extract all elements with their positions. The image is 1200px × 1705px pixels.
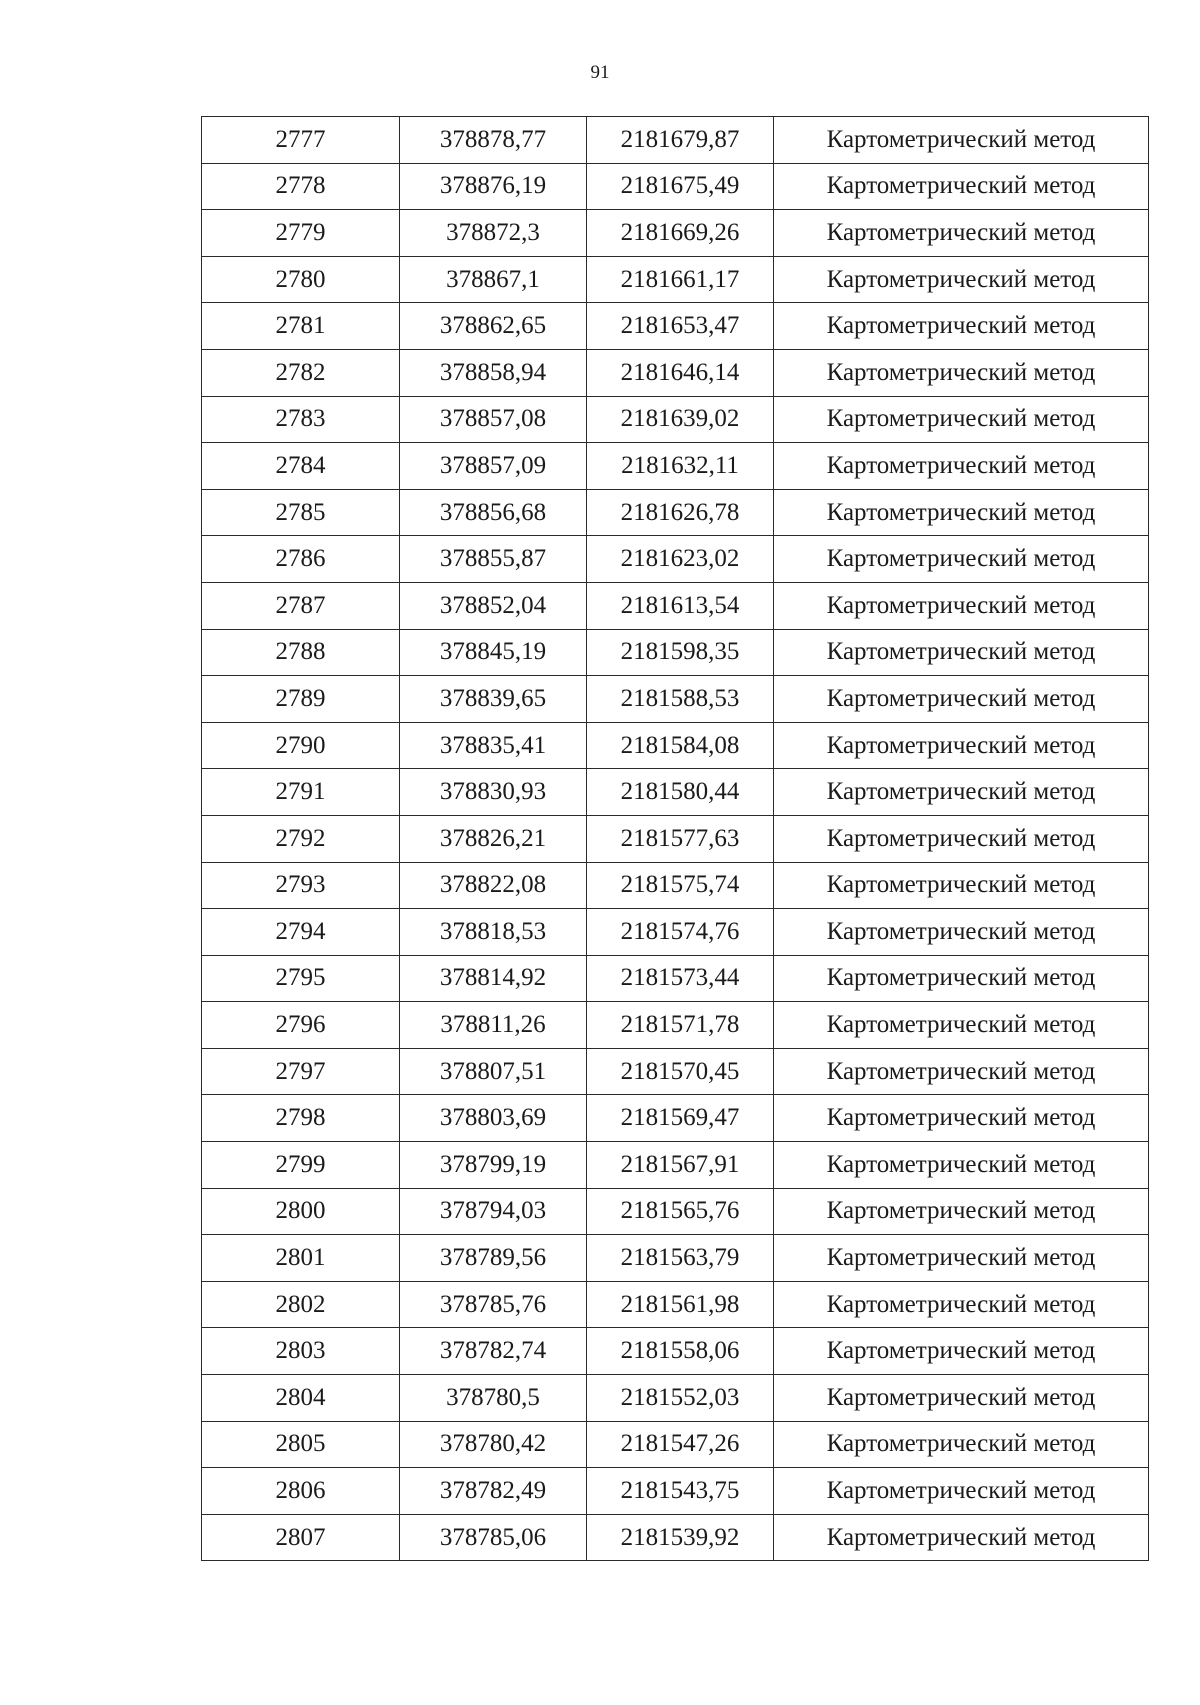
y-coordinate-cell: 2181584,08 — [587, 722, 774, 769]
table-row — [202, 163, 1149, 210]
table-row — [202, 396, 1149, 443]
y-coordinate-cell: 2181547,26 — [587, 1421, 774, 1468]
y-coordinate-cell: 2181561,98 — [587, 1281, 774, 1328]
x-coordinate-cell: 378862,65 — [400, 303, 587, 350]
x-coordinate-cell: 378780,42 — [400, 1421, 587, 1468]
y-coordinate-cell: 2181632,11 — [587, 443, 774, 490]
y-coordinate-cell: 2181580,44 — [587, 769, 774, 816]
y-coordinate-cell: 2181598,35 — [587, 629, 774, 676]
table-row — [202, 676, 1149, 723]
point-number-cell: 2779 — [202, 210, 400, 257]
point-number-cell: 2789 — [202, 676, 400, 723]
coordinates-table — [201, 116, 1149, 1561]
method-cell: Картометрический метод — [774, 443, 1149, 490]
table-row — [202, 117, 1149, 164]
x-coordinate-cell: 378826,21 — [400, 815, 587, 862]
point-number-cell: 2788 — [202, 629, 400, 676]
point-number-cell: 2790 — [202, 722, 400, 769]
y-coordinate-cell: 2181539,92 — [587, 1514, 774, 1561]
table-row — [202, 909, 1149, 956]
method-cell: Картометрический метод — [774, 582, 1149, 629]
point-number-cell: 2800 — [202, 1188, 400, 1235]
point-number-cell: 2780 — [202, 256, 400, 303]
method-cell: Картометрический метод — [774, 629, 1149, 676]
method-cell: Картометрический метод — [774, 489, 1149, 536]
x-coordinate-cell: 378822,08 — [400, 862, 587, 909]
y-coordinate-cell: 2181669,26 — [587, 210, 774, 257]
x-coordinate-cell: 378855,87 — [400, 536, 587, 583]
method-cell: Картометрический метод — [774, 210, 1149, 257]
table-row — [202, 1375, 1149, 1422]
point-number-cell: 2803 — [202, 1328, 400, 1375]
method-cell: Картометрический метод — [774, 1281, 1149, 1328]
x-coordinate-cell: 378878,77 — [400, 117, 587, 164]
method-cell: Картометрический метод — [774, 815, 1149, 862]
method-cell: Картометрический метод — [774, 769, 1149, 816]
point-number-cell: 2796 — [202, 1002, 400, 1049]
point-number-cell: 2797 — [202, 1048, 400, 1095]
table-row — [202, 1514, 1149, 1561]
method-cell: Картометрический метод — [774, 1002, 1149, 1049]
method-cell: Картометрический метод — [774, 1421, 1149, 1468]
point-number-cell: 2807 — [202, 1514, 400, 1561]
x-coordinate-cell: 378872,3 — [400, 210, 587, 257]
point-number-cell: 2804 — [202, 1375, 400, 1422]
table-row — [202, 303, 1149, 350]
table-row — [202, 1468, 1149, 1515]
y-coordinate-cell: 2181563,79 — [587, 1235, 774, 1282]
y-coordinate-cell: 2181565,76 — [587, 1188, 774, 1235]
method-cell: Картометрический метод — [774, 1142, 1149, 1189]
point-number-cell: 2799 — [202, 1142, 400, 1189]
point-number-cell: 2778 — [202, 163, 400, 210]
y-coordinate-cell: 2181623,02 — [587, 536, 774, 583]
x-coordinate-cell: 378876,19 — [400, 163, 587, 210]
method-cell: Картометрический метод — [774, 955, 1149, 1002]
table-row — [202, 815, 1149, 862]
method-cell: Картометрический метод — [774, 1188, 1149, 1235]
y-coordinate-cell: 2181573,44 — [587, 955, 774, 1002]
point-number-cell: 2793 — [202, 862, 400, 909]
table-row — [202, 1281, 1149, 1328]
method-cell: Картометрический метод — [774, 1235, 1149, 1282]
point-number-cell: 2787 — [202, 582, 400, 629]
coordinates-table-body — [202, 117, 1149, 1561]
table-row — [202, 1188, 1149, 1235]
x-coordinate-cell: 378807,51 — [400, 1048, 587, 1095]
table-row — [202, 769, 1149, 816]
x-coordinate-cell: 378852,04 — [400, 582, 587, 629]
x-coordinate-cell: 378782,74 — [400, 1328, 587, 1375]
table-row — [202, 1421, 1149, 1468]
x-coordinate-cell: 378811,26 — [400, 1002, 587, 1049]
y-coordinate-cell: 2181567,91 — [587, 1142, 774, 1189]
point-number-cell: 2794 — [202, 909, 400, 956]
y-coordinate-cell: 2181653,47 — [587, 303, 774, 350]
x-coordinate-cell: 378818,53 — [400, 909, 587, 956]
table-row — [202, 629, 1149, 676]
table-row — [202, 582, 1149, 629]
y-coordinate-cell: 2181577,63 — [587, 815, 774, 862]
method-cell: Картометрический метод — [774, 256, 1149, 303]
point-number-cell: 2786 — [202, 536, 400, 583]
y-coordinate-cell: 2181613,54 — [587, 582, 774, 629]
method-cell: Картометрический метод — [774, 163, 1149, 210]
x-coordinate-cell: 378785,06 — [400, 1514, 587, 1561]
table-row — [202, 862, 1149, 909]
y-coordinate-cell: 2181661,17 — [587, 256, 774, 303]
table-row — [202, 1328, 1149, 1375]
y-coordinate-cell: 2181569,47 — [587, 1095, 774, 1142]
point-number-cell: 2782 — [202, 349, 400, 396]
table-row — [202, 955, 1149, 1002]
method-cell: Картометрический метод — [774, 676, 1149, 723]
table-row — [202, 1235, 1149, 1282]
y-coordinate-cell: 2181558,06 — [587, 1328, 774, 1375]
y-coordinate-cell: 2181570,45 — [587, 1048, 774, 1095]
x-coordinate-cell: 378830,93 — [400, 769, 587, 816]
method-cell: Картометрический метод — [774, 1514, 1149, 1561]
method-cell: Картометрический метод — [774, 1375, 1149, 1422]
y-coordinate-cell: 2181574,76 — [587, 909, 774, 956]
x-coordinate-cell: 378839,65 — [400, 676, 587, 723]
method-cell: Картометрический метод — [774, 862, 1149, 909]
method-cell: Картометрический метод — [774, 1048, 1149, 1095]
x-coordinate-cell: 378857,08 — [400, 396, 587, 443]
point-number-cell: 2785 — [202, 489, 400, 536]
point-number-cell: 2798 — [202, 1095, 400, 1142]
page-number: 91 — [590, 62, 610, 83]
table-row — [202, 349, 1149, 396]
method-cell: Картометрический метод — [774, 722, 1149, 769]
x-coordinate-cell: 378789,56 — [400, 1235, 587, 1282]
table-row — [202, 256, 1149, 303]
y-coordinate-cell: 2181588,53 — [587, 676, 774, 723]
table-row — [202, 443, 1149, 490]
x-coordinate-cell: 378857,09 — [400, 443, 587, 490]
method-cell: Картометрический метод — [774, 396, 1149, 443]
table-row — [202, 1002, 1149, 1049]
point-number-cell: 2806 — [202, 1468, 400, 1515]
x-coordinate-cell: 378799,19 — [400, 1142, 587, 1189]
x-coordinate-cell: 378782,49 — [400, 1468, 587, 1515]
x-coordinate-cell: 378856,68 — [400, 489, 587, 536]
point-number-cell: 2805 — [202, 1421, 400, 1468]
y-coordinate-cell: 2181675,49 — [587, 163, 774, 210]
method-cell: Картометрический метод — [774, 1468, 1149, 1515]
y-coordinate-cell: 2181679,87 — [587, 117, 774, 164]
x-coordinate-cell: 378794,03 — [400, 1188, 587, 1235]
y-coordinate-cell: 2181552,03 — [587, 1375, 774, 1422]
y-coordinate-cell: 2181543,75 — [587, 1468, 774, 1515]
point-number-cell: 2784 — [202, 443, 400, 490]
point-number-cell: 2781 — [202, 303, 400, 350]
method-cell: Картометрический метод — [774, 909, 1149, 956]
table-row — [202, 1142, 1149, 1189]
point-number-cell: 2801 — [202, 1235, 400, 1282]
y-coordinate-cell: 2181575,74 — [587, 862, 774, 909]
method-cell: Картометрический метод — [774, 536, 1149, 583]
y-coordinate-cell: 2181571,78 — [587, 1002, 774, 1049]
table-row — [202, 536, 1149, 583]
point-number-cell: 2802 — [202, 1281, 400, 1328]
table-row — [202, 1095, 1149, 1142]
point-number-cell: 2783 — [202, 396, 400, 443]
method-cell: Картометрический метод — [774, 1095, 1149, 1142]
point-number-cell: 2791 — [202, 769, 400, 816]
x-coordinate-cell: 378867,1 — [400, 256, 587, 303]
x-coordinate-cell: 378780,5 — [400, 1375, 587, 1422]
table-row — [202, 210, 1149, 257]
method-cell: Картометрический метод — [774, 117, 1149, 164]
x-coordinate-cell: 378845,19 — [400, 629, 587, 676]
x-coordinate-cell: 378858,94 — [400, 349, 587, 396]
method-cell: Картометрический метод — [774, 349, 1149, 396]
table-row — [202, 1048, 1149, 1095]
x-coordinate-cell: 378814,92 — [400, 955, 587, 1002]
point-number-cell: 2795 — [202, 955, 400, 1002]
x-coordinate-cell: 378835,41 — [400, 722, 587, 769]
y-coordinate-cell: 2181639,02 — [587, 396, 774, 443]
table-row — [202, 722, 1149, 769]
point-number-cell: 2792 — [202, 815, 400, 862]
y-coordinate-cell: 2181626,78 — [587, 489, 774, 536]
point-number-cell: 2777 — [202, 117, 400, 164]
y-coordinate-cell: 2181646,14 — [587, 349, 774, 396]
table-row — [202, 489, 1149, 536]
x-coordinate-cell: 378785,76 — [400, 1281, 587, 1328]
method-cell: Картометрический метод — [774, 1328, 1149, 1375]
method-cell: Картометрический метод — [774, 303, 1149, 350]
x-coordinate-cell: 378803,69 — [400, 1095, 587, 1142]
